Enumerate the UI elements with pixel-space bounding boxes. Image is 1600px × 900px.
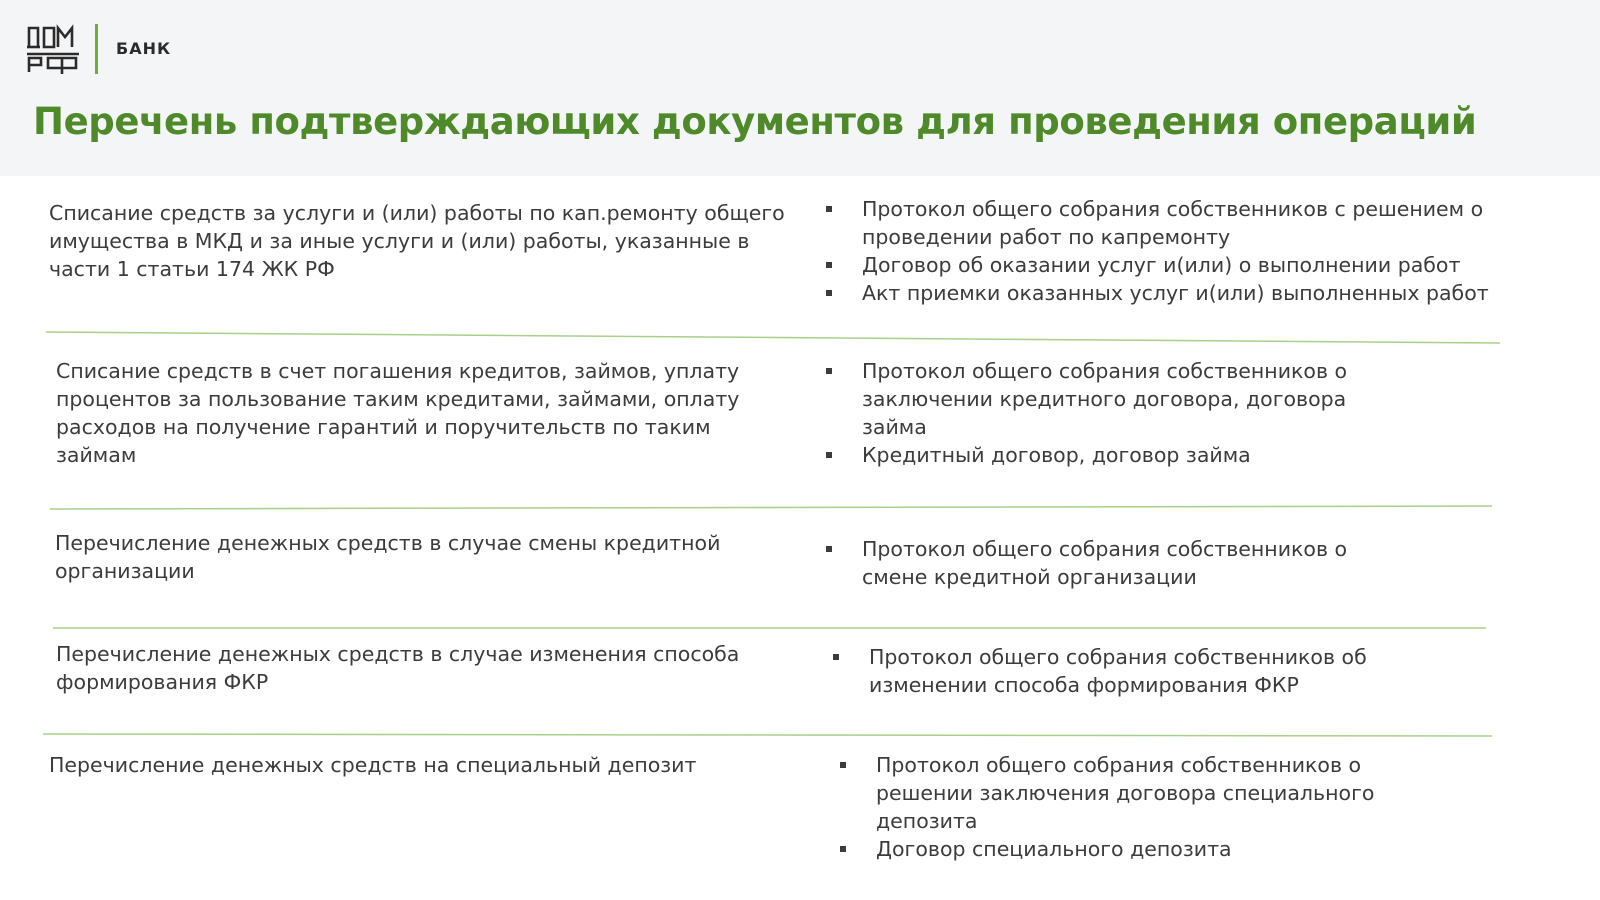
operation-cell: Перечисление денежных средств на специальный депозит xyxy=(49,753,697,777)
operation-cell: Перечисление денежных средств в случае изменения способа формирования ФКР xyxy=(56,642,740,694)
document-item: Протокол общего собрания собственников о смене кредитной организации xyxy=(826,535,1366,591)
row-separator xyxy=(46,332,1500,343)
document-item: Акт приемки оказанных услуг и(или) выполненных работ xyxy=(826,279,1526,307)
operation-cell: Списание средств в счет погашения кредитов, займов, уплату процентов за пользование таким кредитами, займами, оплату расходов на получение гарантий и поручительств по таким займам xyxy=(56,359,740,467)
svg-text:ДОМ РФ: ДОМ РФ xyxy=(27,24,32,25)
document-item: Протокол общего собрания собственников о заключении кредитного договора, договора займа xyxy=(826,357,1366,441)
row-separator xyxy=(43,734,1492,736)
document-item: Договор об оказании услуг и(или) о выполнении работ xyxy=(826,251,1526,279)
operation-cell: Списание средств за услуги и (или) работы по кап.ремонту общего имущества в МКД и за иные услуги и (или) работы, указанные в части 1 статьи 174 ЖК РФ xyxy=(49,201,785,281)
operation-cell: Перечисление денежных средств в случае смены кредитной организации xyxy=(55,531,721,583)
page-title: Перечень подтверждающих документов для проведения операций xyxy=(33,100,1477,143)
document-item: Протокол общего собрания собственников об изменении способа формирования ФКР xyxy=(833,643,1373,699)
document-item: Протокол общего собрания собственников с решением о проведении работ по капремонту xyxy=(826,195,1526,251)
document-item: Договор специального депозита xyxy=(840,835,1380,863)
bank-label: БАНК xyxy=(116,39,172,58)
row-separator xyxy=(50,506,1492,509)
document-item: Кредитный договор, договор займа xyxy=(826,441,1366,469)
document-item: Протокол общего собрания собственников о решении заключения договора специального депозита xyxy=(840,751,1380,835)
